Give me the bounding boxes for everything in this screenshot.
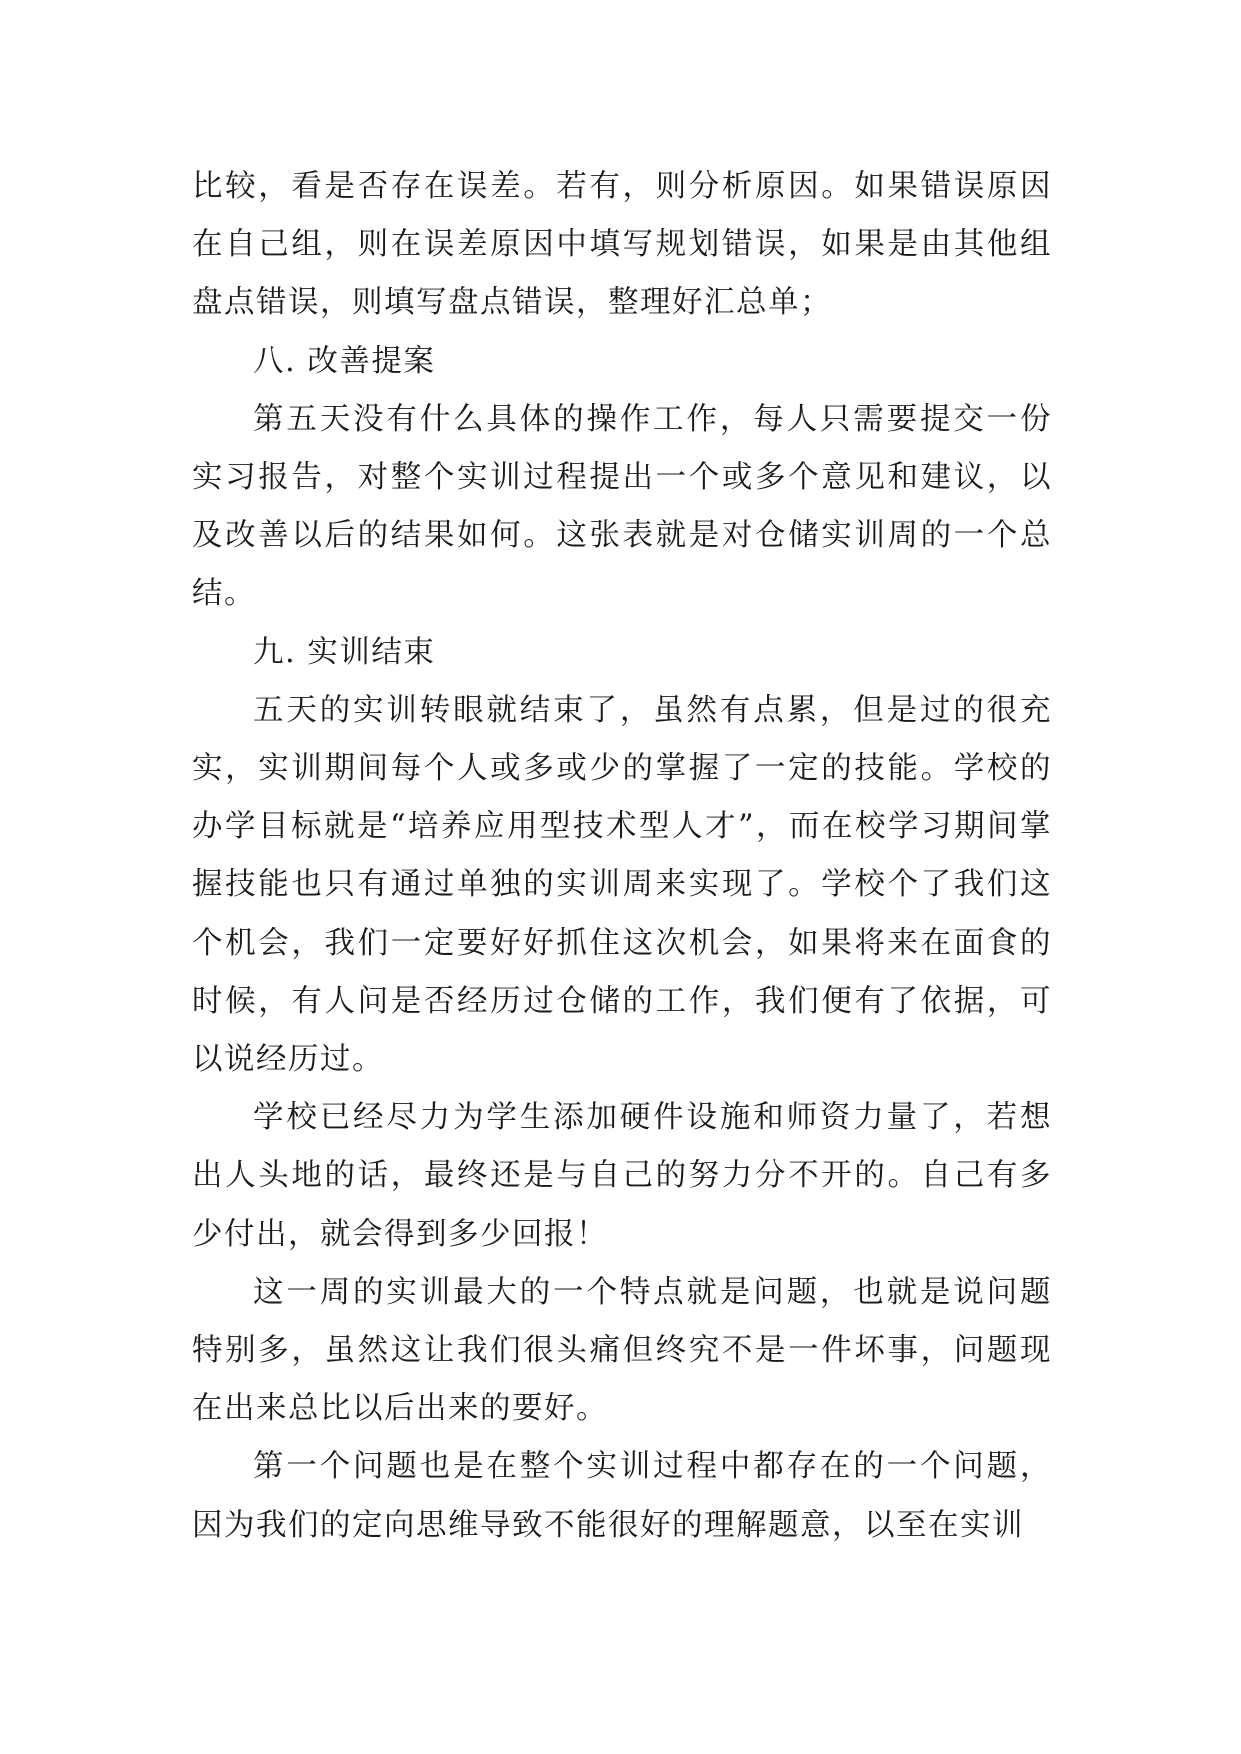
- paragraph-first-problem: 第一个问题也是在整个实训过程中都存在的一个问题，因为我们的定向思维导致不能很好的理解题意，以至在实训: [192, 1449, 1052, 1543]
- paragraph-training-summary: 五天的实训转眼就结束了，虽然有点累，但是过的很充实，实训期间每个人或多或少的掌握了一定的技能。学校的办学目标就是“培养应用型技术型人才”，而在校学习期间掌握技能也只有通过单独的实训周来实现了。学校个了我们这个机会，我们一定要好好抓住这次机会，如果将来在面食的时候，有人问是否经历过仓储的工作，我们便有了依据，可以说经历过。: [192, 692, 1052, 1078]
- paragraph-school-effort: 学校已经尽力为学生添加硬件设施和师资力量了，若想出人头地的话，最终还是与自己的努力分不开的。自己有多少付出，就会得到多少回报！: [192, 1100, 1052, 1252]
- paragraph-day-five: 第五天没有什么具体的操作工作，每人只需要提交一份实习报告，对整个实训过程提出一个或多个意见和建议，以及改善以后的结果如何。这张表就是对仓储实训周的一个总结。: [192, 401, 1052, 612]
- document-body: [192, 158, 1052, 1555]
- section-heading-training-end: 九. 实训结束: [253, 634, 436, 670]
- paragraph-continued: 比较，看是否存在误差。若有，则分析原因。如果错误原因在自己组，则在误差原因中填写规划错误，如果是由其他组盘点错误，则填写盘点错误，整理好汇总单；: [192, 169, 1052, 321]
- paragraph-problems: 这一周的实训最大的一个特点就是问题，也就是说问题特别多，虽然这让我们很头痛但终究不是一件坏事，问题现在出来总比以后出来的要好。: [192, 1274, 1052, 1427]
- section-heading-improvement-proposal: 八. 改善提案: [253, 343, 436, 379]
